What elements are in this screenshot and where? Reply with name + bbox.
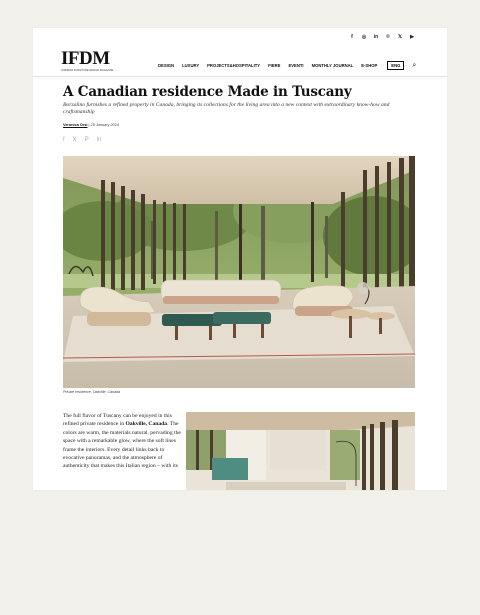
language-switch-button[interactable]: ENG [387, 61, 404, 70]
logo-tagline: INTERIOR FURNITURE DESIGN MAGAZINE [61, 69, 114, 72]
article-body [63, 412, 181, 471]
share-bar [63, 137, 101, 143]
body-text-intro: The full flavor of Tuscany can be enjoyed in this refined private residence in [63, 413, 172, 428]
interior-image [186, 412, 415, 490]
youtube-icon[interactable]: ▶ [410, 34, 414, 40]
pinterest-icon[interactable]: ℗ [386, 34, 390, 40]
author-link[interactable]: Veronica Orsi [63, 123, 88, 127]
share-pinterest-icon[interactable]: P [84, 137, 89, 143]
body-text-rest: . The colors are warm, the materials natural, pervading the space with a remarkable glow, where the soft lines frame the interiors. Every detail links back to evocative panoramas, and the atmosphere of authenticity that makes this Italian region – with its [63, 421, 181, 470]
instagram-icon[interactable]: ◎ [361, 34, 367, 40]
nav-design[interactable]: DESIGN [158, 63, 175, 68]
share-x-icon[interactable]: X [72, 137, 77, 143]
share-facebook-icon[interactable]: f [63, 137, 65, 143]
nav-fiere[interactable]: FIERE [268, 63, 281, 68]
hero-image [63, 156, 415, 388]
nav-luxury[interactable]: LUXURY [182, 63, 200, 68]
logo-wordmark: IFDM [61, 48, 110, 69]
nav-monthly-journal[interactable]: MONTHLY JOURNAL [311, 63, 354, 68]
nav-e-shop[interactable]: E-SHOP [361, 63, 378, 68]
nav-eventi[interactable]: EVENTI [288, 63, 304, 68]
social-links [349, 34, 415, 41]
share-linkedin-icon[interactable]: in [96, 137, 102, 143]
article-meta [63, 123, 119, 127]
site-logo[interactable] [61, 50, 113, 72]
facebook-icon[interactable]: f [351, 34, 353, 40]
body-location-bold: Oakville, Canada [125, 421, 168, 428]
main-nav [158, 61, 416, 70]
article-title: A Canadian residence Made in Tuscany [63, 84, 352, 100]
linkedin-icon[interactable]: in [373, 34, 379, 40]
article-page [33, 28, 447, 490]
x-icon[interactable]: 𝕏 [397, 34, 403, 40]
nav-projects-hospitality[interactable]: PROJECTS&HOSPITALITY [207, 63, 261, 68]
hero-caption: Private residence, Oakville, Canada [63, 390, 121, 394]
article-subtitle: Borzalino furnishes a refined property in Canada, bringing its collections for the living area into a new context with extraordinary know-how and craftsmanship [63, 102, 390, 116]
meta-separator: | [88, 123, 90, 127]
publish-date: 29 January 2024 [90, 123, 119, 127]
header-divider [33, 76, 447, 77]
search-icon[interactable]: ⌕ [412, 61, 417, 69]
